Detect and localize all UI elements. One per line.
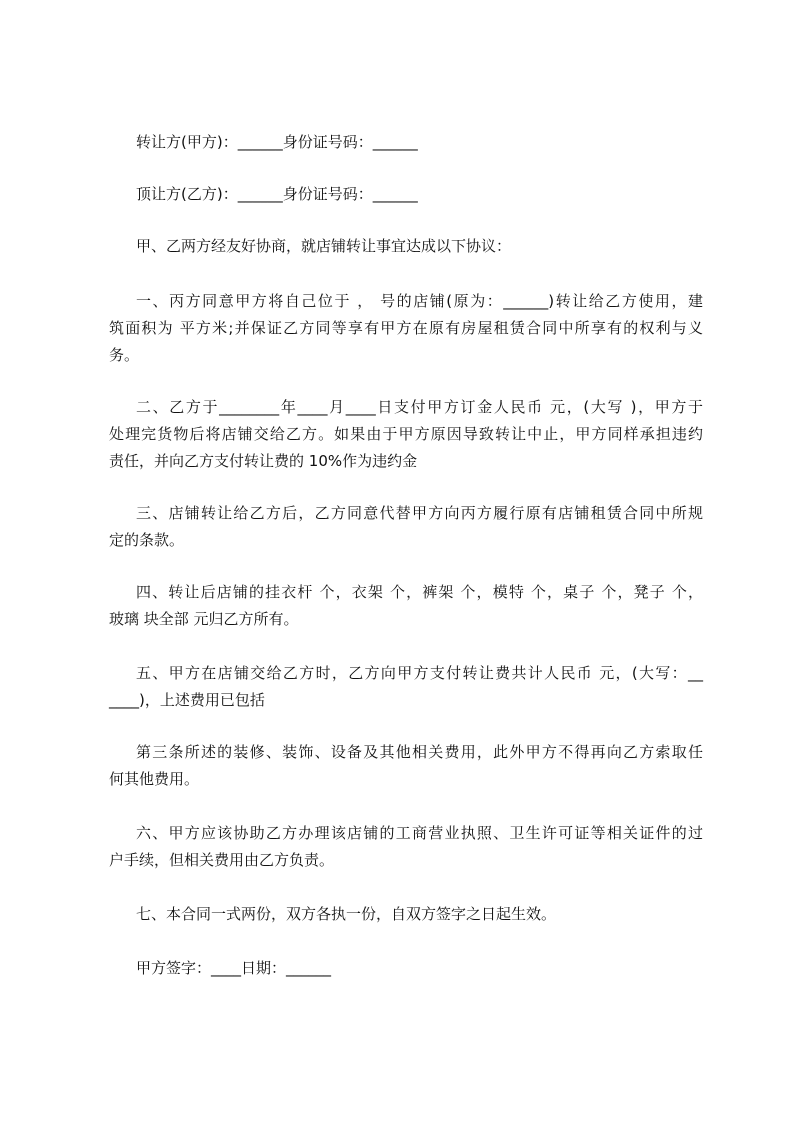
clause-6-line-1: 六、甲方应该协助乙方办理该店铺的工商营业执照、卫生许可证等相关证件的过 (136, 824, 703, 842)
transferor-line: 转让方(甲方)：______身份证号码：______ (136, 133, 418, 151)
signature-line: 甲方签字：____日期：______ (136, 959, 332, 977)
transferee-line: 顶让方(乙方)：______身份证号码：______ (136, 185, 418, 203)
clause-7-line: 七、本合同一式两份，双方各执一份，自双方签字之日起生效。 (136, 905, 557, 923)
clause-2-line-3: 责任，并向乙方支付转让费的 10%作为违约金 (109, 452, 418, 470)
clause-5-cont-line-2: 何其他费用。 (109, 770, 200, 788)
clause-2-line-2: 处理完货物后将店铺交给乙方。如果由于甲方原因导致转让中止，甲方同样承担违约 (109, 425, 703, 443)
clause-5-line-1: 五、甲方在店铺交给乙方时，乙方向甲方支付转让费共计人民币 元，(大写：__ (136, 664, 703, 682)
clause-2-line-1: 二、乙方于________年____月____日支付甲方订金人民币 元，(大写 )，甲方于 (136, 398, 703, 416)
clause-5-line-2: ____)，上述费用已包括 (109, 691, 265, 709)
clause-3-line-1: 三、店铺转让给乙方后，乙方同意代替甲方向丙方履行原有店铺租赁合同中所规 (136, 504, 703, 522)
clause-1-line-1: 一、丙方同意甲方将自己位于 ， 号的店铺(原为：______)转让给乙方使用，建 (136, 292, 703, 310)
clause-4-line-1: 四、转让后店铺的挂衣杆 个，衣架 个，裤架 个，模特 个，桌子 个，凳子 个， (136, 583, 703, 601)
clause-6-line-2: 户手续，但相关费用由乙方负责。 (109, 851, 335, 869)
agreement-intro: 甲、乙两方经友好协商，就店铺转让事宜达成以下协议： (136, 237, 512, 255)
clause-4-line-2: 玻璃 块全部 元归乙方所有。 (109, 610, 299, 628)
clause-1-line-2: 筑面积为 平方米;并保证乙方同等享有甲方在原有房屋租赁合同中所享有的权利与义 (109, 319, 703, 337)
clause-1-line-3: 务。 (109, 346, 140, 364)
clause-5-cont-line-1: 第三条所述的装修、装饰、设备及其他相关费用，此外甲方不得再向乙方索取任 (136, 743, 703, 761)
clause-3-line-2: 定的条款。 (109, 531, 185, 549)
